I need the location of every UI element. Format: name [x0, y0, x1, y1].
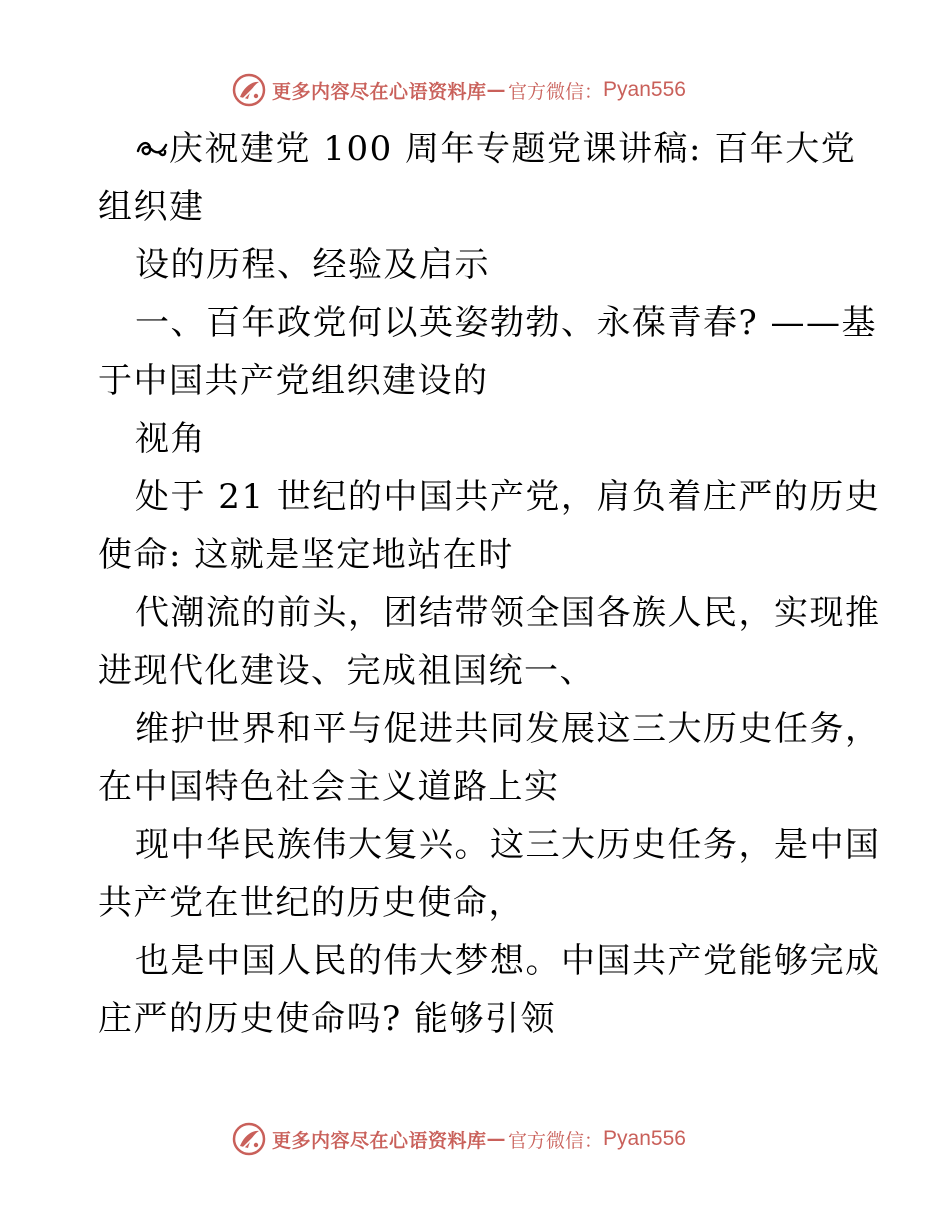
watermark-wechat-id: Pyan556: [603, 78, 686, 101]
watermark-wechat-label: 官方微信：: [508, 1129, 604, 1152]
paragraph-line: 现中华民族伟大复兴。这三大历史任务，是中国: [135, 825, 881, 865]
watermark-text: 更多内容尽在心语资料库: [272, 80, 487, 103]
brand-logo-icon: [232, 73, 266, 107]
brand-logo-icon: [232, 1122, 266, 1156]
section-heading-line-2: 于中国共产党组织建设的: [98, 361, 489, 401]
document-body: [98, 120, 881, 1048]
watermark-dash: —: [486, 1128, 507, 1150]
section-heading-line-1: 一、百年政党何以英姿勃勃、永葆青春? ——基: [135, 303, 878, 343]
paragraph-line: 进现代化建设、完成祖国统一、: [98, 651, 595, 691]
watermark-wechat-label: 官方微信：: [508, 80, 604, 103]
watermark-text: 更多内容尽在心语资料库: [272, 1129, 487, 1152]
flourish-ornament-icon: [135, 131, 169, 165]
title-line-1-text: 庆祝建党 100 周年专题党课讲稿: 百年大党: [169, 129, 857, 169]
header-watermark: [232, 72, 732, 108]
paragraph-line: 维护世界和平与促进共同发展这三大历史任务，: [135, 709, 881, 749]
section-heading-line-3: 视角: [135, 419, 206, 459]
paragraph-line: 庄严的历史使命吗? 能够引领: [98, 999, 557, 1039]
watermark-wechat-id: Pyan556: [603, 1127, 686, 1150]
paragraph-line: 共产党在世纪的历史使命，: [98, 883, 524, 923]
title-line-2: 组织建: [98, 187, 205, 227]
paragraph-line: 也是中国人民的伟大梦想。中国共产党能够完成: [135, 941, 881, 981]
paragraph-line: 处于 21 世纪的中国共产党，肩负着庄严的历史: [135, 477, 881, 517]
paragraph-line: 使命: 这就是坚定地站在时: [98, 535, 514, 575]
paragraph-line: 代潮流的前头，团结带领全国各族人民，实现推: [135, 593, 881, 633]
title-line-1: [98, 120, 858, 178]
watermark-dash: —: [486, 79, 507, 101]
title-line-3: 设的历程、经验及启示: [135, 245, 490, 285]
paragraph-line: 在中国特色社会主义道路上实: [98, 767, 560, 807]
footer-watermark: [232, 1121, 732, 1157]
